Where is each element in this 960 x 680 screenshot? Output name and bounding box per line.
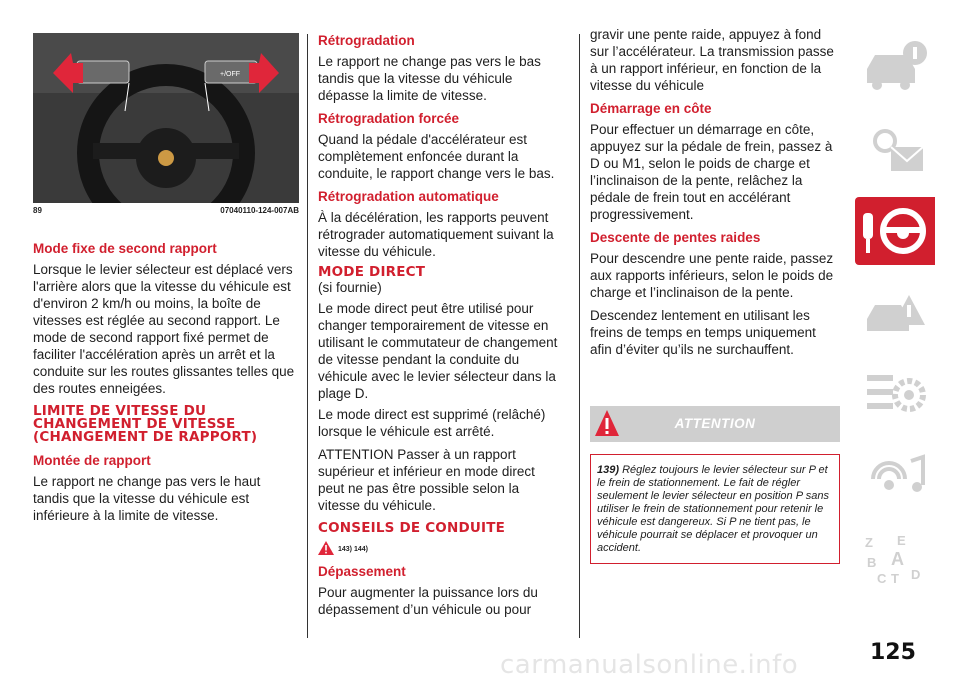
car-info-icon: [861, 39, 929, 95]
heading-steep-descent: Descente de pentes raides: [590, 230, 761, 245]
emergency-icon: [861, 285, 929, 341]
heading-direct-mode: MODE DIRECT: [318, 264, 426, 280]
attention-title: ATTENTION: [674, 416, 756, 431]
attention-header: [590, 406, 840, 442]
heading-driving-tips: CONSEILS DE CONDUITE: [318, 520, 506, 536]
heading-downshift: Rétrogradation: [318, 33, 415, 48]
heading-speed-limit: LIMITE DE VITESSE DU CHANGEMENT DE VITESSE (CHANGEMENT DE RAPPORT): [33, 403, 258, 445]
chapter-tabs: [855, 33, 935, 607]
index-letter-b: B: [867, 555, 877, 570]
para-overtaking-continued: gravir une pente raide, appuyez à fond sur l’accélérateur. La transmission passe à un rapport inférieur, en fonction de la vitesse du véhicule: [590, 27, 834, 93]
heading-second-gear: Mode fixe de second rapport: [33, 241, 217, 256]
multimedia-icon: [861, 449, 929, 505]
para-direct-mode-1: Le mode direct peut être utilisé pour changer temporairement de vitesse en utilisant le commutateur de changement de vitesse pendant la conduite du véhicule avec le levier sélecteur dans la plage D.: [318, 301, 558, 401]
figure-number: 89: [33, 206, 42, 215]
para-upshift: Le rapport ne change pas vers le haut tandis que la vitesse du véhicule est inférieure à la limite de vitesse.: [33, 474, 261, 523]
attention-box: [590, 406, 840, 564]
para-downshift: Le rapport ne change pas vers le bas tandis que la vitesse du véhicule dépasse la limite de vitesse.: [318, 54, 541, 103]
column-divider: [307, 34, 308, 638]
para-steep-descent-1: Pour descendre une pente raide, passez aux rapports inférieurs, selon le poids de charge et l’inclinaison de la pente.: [590, 251, 834, 300]
figure-caption: [33, 206, 299, 215]
para-direct-mode-2: Le mode direct est supprimé (relâché) lorsque le véhicule est arrêté.: [318, 407, 546, 439]
driving-wheel-icon: [857, 203, 933, 259]
warning-reference-numbers: 143) 144): [338, 546, 368, 553]
off-label: +/OFF: [220, 71, 241, 78]
para-second-gear: Lorsque le levier sélecteur est déplacé vers l'arrière alors que la vitesse du véhicule est d'environ 2 km/h ou moins, la boîte de vitesses est réglée au second rapport. Le mode de second rapport fixé permet de faciliter l'accélération après un arrêt et la conduite sur les routes glissantes telles que des routes enneigées.: [33, 262, 295, 396]
direct-mode-note: (si fournie): [318, 280, 382, 295]
tab-multimedia[interactable]: [855, 443, 935, 511]
para-steep-descent-2: Descendez lentement en utilisant les freins de temps en temps uniquement afin d’éviter qu’ils ne surchauffent.: [590, 308, 816, 357]
attention-text: Réglez toujours le levier sélecteur sur P et le frein de stationnement. Le fait de régler seulement le levier sélecteur en position P sans utiliser le frein de stationnement pour retenir le véhicule est dangereux. Si P ne tient pas, le véhicule pourrait se déplacer et provoquer un accident.: [597, 464, 829, 554]
warning-triangle-icon: [318, 541, 334, 555]
watermark: carmanualsonline.info: [500, 650, 799, 680]
para-overtaking: Pour augmenter la puissance lors du dépassement d’un véhicule ou pour: [318, 585, 538, 617]
tab-maintenance[interactable]: [855, 361, 935, 429]
index-letter-c: C: [877, 571, 887, 586]
para-auto-downshift: À la décélération, les rapports peuvent rétrograder automatiquement suivant la vitesse du véhicule.: [318, 210, 554, 259]
col3-flow: [590, 26, 840, 358]
heading-hill-start: Démarrage en côte: [590, 101, 712, 116]
steering-wheel-illustration: [33, 33, 299, 203]
index-letter-z: Z: [865, 535, 873, 550]
steering-wheel-photo: [33, 33, 299, 203]
para-direct-mode-3: ATTENTION Passer à un rapport supérieur et inférieur en mode direct peut ne pas être possible selon la vitesse du véhicule.: [318, 447, 535, 513]
tab-car-info[interactable]: [855, 33, 935, 101]
tab-warning-lights[interactable]: [855, 115, 935, 183]
attention-number: 139): [597, 464, 620, 476]
tab-index[interactable]: [855, 525, 935, 593]
page-number: 125: [870, 640, 916, 665]
col2-flow: [318, 32, 563, 618]
index-letter-d: D: [911, 567, 921, 582]
warning-reference: [318, 541, 563, 557]
heading-overtaking: Dépassement: [318, 564, 406, 579]
index-letter-e: E: [897, 533, 906, 548]
column-divider: [579, 34, 580, 638]
heading-upshift: Montée de rapport: [33, 453, 151, 468]
para-hill-start: Pour effectuer un démarrage en côte, appuyez sur la pédale de frein, passez à D ou M1, selon le poids de charge et l’inclinaison de la pente, relâchez la pédale de frein tout en accélérant progressivement.: [590, 122, 833, 222]
para-forced-downshift: Quand la pédale d'accélérateur est complètement enfoncée durant la conduite, le rapport change vers le bas.: [318, 132, 555, 181]
index-icon: [861, 531, 929, 587]
heading-forced-downshift: Rétrogradation forcée: [318, 111, 460, 126]
maintenance-icon: [861, 367, 929, 423]
tab-driving[interactable]: [855, 197, 935, 265]
warning-lights-icon: [861, 121, 929, 177]
figure-code: 07040110-124-007AB: [220, 206, 299, 215]
attention-body: [590, 454, 840, 564]
heading-auto-downshift: Rétrogradation automatique: [318, 189, 499, 204]
index-letter-t: T: [891, 571, 899, 586]
col1-flow: [33, 240, 299, 524]
index-letter-a: A: [891, 549, 904, 569]
tab-emergency[interactable]: [855, 279, 935, 347]
